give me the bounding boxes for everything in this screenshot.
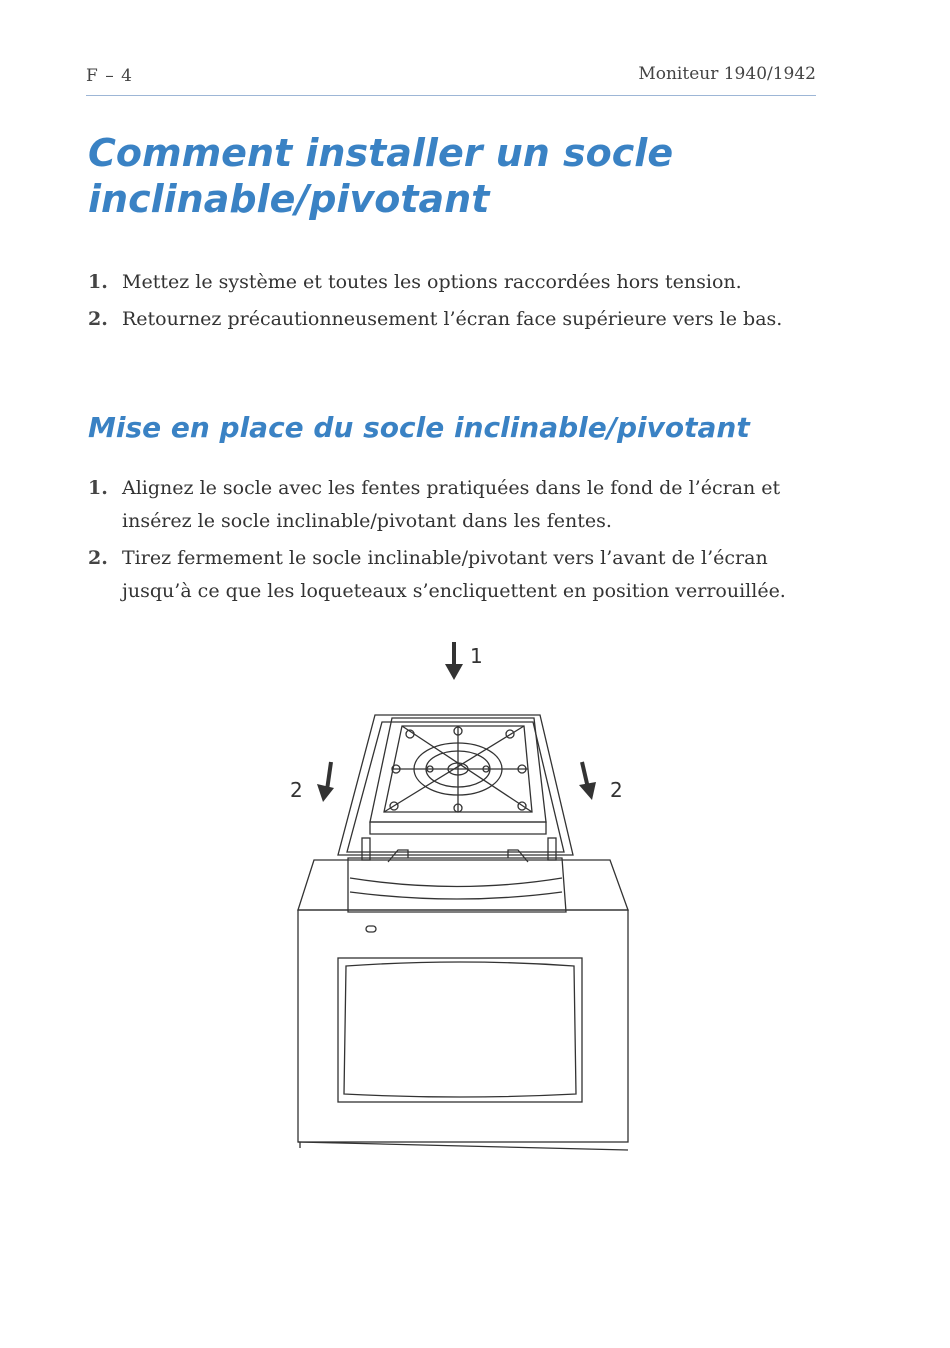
step-text: Tirez fermement le socle inclinable/pivotant vers l’avant de l’écran jusqu’à ce que les loqueteaux s’encliquettent en position verrouillée. [122, 547, 786, 602]
page-number: F – 4 [86, 66, 133, 86]
running-title: Moniteur 1940/1942 [638, 64, 816, 84]
monitor-stand-diagram [270, 630, 640, 1170]
arrow-down-icon [317, 762, 334, 802]
arrow-down-icon [579, 762, 596, 800]
list-item [88, 472, 812, 538]
monitor-body [298, 838, 628, 1150]
callout-2-left-label: 2 [290, 778, 303, 802]
section-steps-list [88, 472, 812, 612]
callout-1-label: 1 [470, 644, 483, 668]
intro-steps-list [88, 266, 812, 340]
list-item [88, 303, 812, 336]
tilt-swivel-base [370, 718, 546, 834]
step-text: Alignez le socle avec les fentes pratiquées dans le fond de l’écran et insérez le socle inclinable/pivotant dans les fentes. [122, 477, 781, 532]
step-number: 1. [88, 477, 108, 499]
step-text: Retournez précautionneusement l’écran face supérieure vers le bas. [122, 308, 783, 330]
step-number: 2. [88, 308, 108, 330]
arrow-down-icon [445, 642, 463, 680]
step-number: 1. [88, 271, 108, 293]
installation-illustration [270, 630, 640, 1170]
step-text: Mettez le système et toutes les options raccordées hors tension. [122, 271, 742, 293]
header-divider [86, 95, 816, 96]
callout-2-right-label: 2 [610, 778, 623, 802]
section-title: Mise en place du socle inclinable/pivotant [88, 411, 750, 444]
page-title: Comment installer un socle inclinable/pivotant [88, 131, 674, 221]
list-item [88, 542, 812, 608]
list-item [88, 266, 812, 299]
step-number: 2. [88, 547, 108, 569]
